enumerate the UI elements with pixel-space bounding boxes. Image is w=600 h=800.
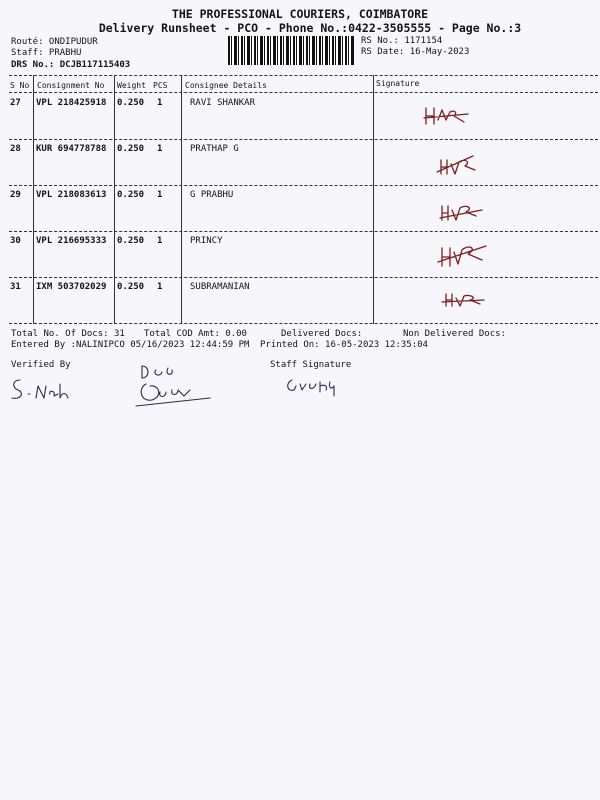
row-divider — [9, 277, 598, 278]
staff-signature-mark — [284, 374, 344, 400]
drs-number: DRS No.: DCJB117115403 — [11, 60, 131, 70]
row-consignee: G PRABHU — [190, 190, 234, 200]
row-pcs: 1 — [157, 98, 163, 108]
rs-number: RS No.: 1171154 — [361, 36, 443, 46]
staff-label: Staff: PRABHU — [11, 48, 82, 58]
delivered-docs: Delivered Docs: — [281, 329, 363, 339]
row-weight: 0.250 — [117, 236, 145, 246]
verifier-signature — [8, 372, 78, 404]
col-header-consignee: Consignee Details — [185, 81, 267, 90]
row-pcs: 1 — [157, 282, 163, 292]
row-sno: 29 — [10, 190, 21, 200]
row-divider — [9, 139, 598, 140]
row-sno: 27 — [10, 98, 21, 108]
signature-row-31 — [440, 288, 490, 310]
non-delivered-docs: Non Delivered Docs: — [403, 329, 506, 339]
row-consignment: VPL 218425918 — [36, 98, 107, 108]
route-label: Routé: ONDIPUDUR — [11, 37, 98, 47]
row-sno: 30 — [10, 236, 21, 246]
col-header-sno: S No — [10, 81, 30, 90]
signature-row-28 — [435, 150, 485, 180]
row-pcs: 1 — [157, 236, 163, 246]
row-weight: 0.250 — [117, 144, 145, 154]
row-pcs: 1 — [157, 144, 163, 154]
row-weight: 0.250 — [117, 282, 145, 292]
col-header-pcs: PCS — [153, 81, 168, 90]
row-weight: 0.250 — [117, 98, 145, 108]
row-consignment: IXM 503702029 — [36, 282, 107, 292]
row-pcs: 1 — [157, 190, 163, 200]
col-header-consignment: Consignment No — [37, 81, 105, 90]
printed-on: Printed On: 16-05-2023 12:35:04 — [260, 340, 428, 350]
col-header-signature: Signature — [376, 79, 420, 88]
row-weight: 0.250 — [117, 190, 145, 200]
verified-by-label: Verified By — [11, 360, 71, 370]
column-divider — [373, 75, 374, 324]
row-consignment: KUR 694778788 — [36, 144, 107, 154]
row-consignee: SUBRAMANIAN — [190, 282, 250, 292]
row-sno: 31 — [10, 282, 21, 292]
signature-row-29 — [438, 198, 488, 226]
company-title: THE PROFESSIONAL COURIERS, COIMBATORE — [171, 7, 429, 21]
row-consignee: PRINCY — [190, 236, 223, 246]
total-cod: Total COD Amt: 0.00 — [144, 329, 247, 339]
table-top-rule — [9, 75, 598, 76]
runsheet-subtitle: Delivery Runsheet - PCO - Phone No.:0422-3505555 - Page No.:3 — [98, 21, 522, 35]
column-divider — [33, 75, 34, 324]
column-divider — [181, 75, 182, 324]
signature-row-27 — [420, 100, 480, 130]
col-header-weight: Weight — [117, 81, 146, 90]
rs-date: RS Date: 16-May-2023 — [361, 47, 470, 57]
total-docs: Total No. Of Docs: 31 — [11, 329, 125, 339]
entered-by: Entered By :NALINIPCO 05/16/2023 12:44:59 PM — [11, 340, 250, 350]
table-header-rule — [9, 92, 598, 93]
table-bottom-rule — [9, 323, 598, 324]
row-consignment: VPL 216695333 — [36, 236, 107, 246]
verifier-initials-signature — [132, 362, 212, 410]
row-consignee: PRATHAP G — [190, 144, 239, 154]
row-divider — [9, 185, 598, 186]
row-consignee: RAVI SHANKAR — [190, 98, 256, 108]
row-divider — [9, 231, 598, 232]
column-divider — [114, 75, 115, 324]
barcode-image — [228, 36, 354, 65]
row-consignment: VPL 218083613 — [36, 190, 107, 200]
signature-row-30 — [436, 238, 496, 270]
staff-signature-label: Staff Signature — [270, 360, 352, 370]
row-sno: 28 — [10, 144, 21, 154]
